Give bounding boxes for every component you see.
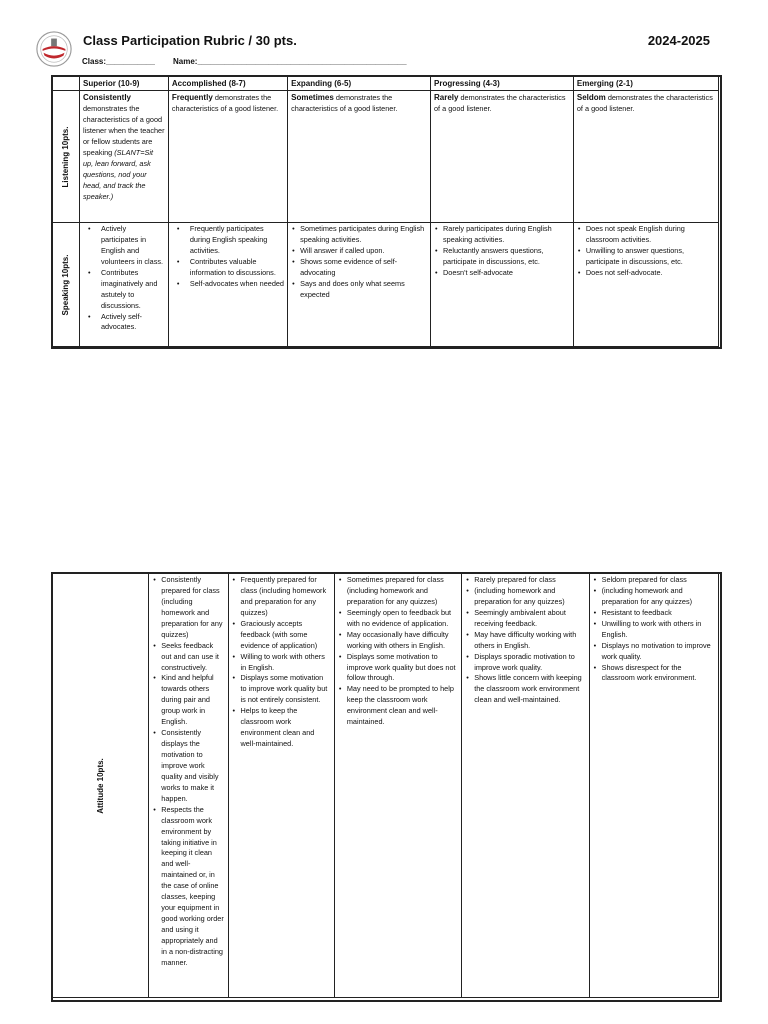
- speaking-row: [53, 223, 719, 347]
- listening-expanding-lead: Sometimes: [291, 93, 334, 102]
- list-item: • Unwilling to work with others in English.: [602, 619, 715, 641]
- list-item: • Doesn't self-advocate: [443, 268, 570, 279]
- list-item: • Shows disrespect for the classroom work environment.: [602, 663, 715, 685]
- speaking-emerging-cell: [573, 223, 718, 347]
- list-item: • Displays some motivation to improve work quality but does not follow through.: [347, 652, 458, 685]
- attitude-row-header: [53, 574, 149, 998]
- list-item: • May need to be prompted to help keep the classroom work environment clean and well-maintained.: [347, 684, 458, 728]
- listening-accomplished-lead: Frequently: [171, 93, 213, 102]
- col-header-emerging: Emerging (2-1): [573, 77, 718, 91]
- list-item: • Seeks feedback out and can use it constructively.: [161, 641, 224, 674]
- attitude-accomplished-list: [232, 575, 331, 750]
- list-item: • Shows some evidence of self-advocating: [300, 257, 427, 279]
- class-field-label: Class:___________: [82, 57, 155, 66]
- list-item: • Says and does only what seems expected: [300, 279, 427, 301]
- list-item: • Reluctantly answers questions, participate in discussions, etc.: [443, 246, 570, 268]
- list-item: • Does not self-advocate.: [586, 268, 715, 279]
- listening-row-header: [53, 91, 80, 223]
- rubric-header-row: [53, 77, 719, 91]
- attitude-expanding-cell: [334, 574, 461, 998]
- list-item: • Self-advocates when needed: [190, 279, 284, 290]
- list-item: • Actively self-advocates.: [101, 312, 165, 334]
- attitude-row: [53, 574, 719, 998]
- list-item: • May occasionally have difficulty working with others in English.: [347, 630, 458, 652]
- list-item: • Frequently prepared for class (including homework and preparation for any quizzes): [241, 575, 331, 619]
- speaking-expanding-list: [291, 224, 427, 301]
- list-item: • (including homework and preparation for any quizzes): [602, 586, 715, 608]
- speaking-superior-list: [83, 224, 165, 333]
- col-header-superior: Superior (10-9): [80, 77, 169, 91]
- speaking-progressing-list: [434, 224, 570, 279]
- list-item: • Respects the classroom work environment by taking initiative in keeping it clean and well-maintained or, in the case of online classes, keeping your equipment in good working order and using it appropriately and in a non-distracting manner.: [161, 805, 224, 969]
- list-item: • Sometimes participates during English speaking activities.: [300, 224, 427, 246]
- list-item: • Frequently participates during English speaking activities.: [190, 224, 284, 257]
- speaking-label: Speaking 10pts.: [61, 254, 70, 315]
- school-crest-icon: [35, 30, 73, 68]
- listening-row: [53, 91, 719, 223]
- list-item: • Actively participates in English and volunteers in class.: [101, 224, 165, 268]
- speaking-progressing-cell: [431, 223, 574, 347]
- list-item: • Will answer if called upon.: [300, 246, 427, 257]
- speaking-superior-cell: [80, 223, 169, 347]
- rubric-table-top: [52, 76, 719, 347]
- list-item: • Contributes imaginatively and astutely to discussions.: [101, 268, 165, 312]
- col-header-progressing: Progressing (4-3): [431, 77, 574, 91]
- attitude-emerging-list: [593, 575, 715, 684]
- listening-superior-text: demonstrates the characteristics of a good listener when the teacher or fellow students are speaking: [83, 104, 165, 157]
- listening-accomplished-text: demonstrates the characteristics of a good listener.: [171, 93, 279, 113]
- name-field-label: Name:_______________________________________________: [173, 57, 407, 66]
- list-item: • Seemingly open to feedback but with no evidence of application.: [347, 608, 458, 630]
- listening-progressing-lead: Rarely: [434, 93, 459, 102]
- listening-superior-lead: Consistently: [83, 93, 132, 102]
- list-item: • Contributes valuable information to discussions.: [190, 257, 284, 279]
- list-item: • Rarely participates during English speaking activities.: [443, 224, 570, 246]
- list-item: • Sometimes prepared for class (including homework and preparation for any quizzes): [347, 575, 458, 608]
- speaking-accomplished-list: [172, 224, 284, 290]
- list-item: • Shows little concern with keeping the classroom work environment clean and well-maintained.: [474, 673, 585, 706]
- listening-label: Listening 10pts.: [61, 126, 70, 187]
- list-item: • (including homework and preparation for any quizzes): [474, 586, 585, 608]
- listening-accomplished-cell: [168, 91, 287, 223]
- speaking-expanding-cell: [288, 223, 431, 347]
- list-item: • Rarely prepared for class: [474, 575, 585, 586]
- rubric-table-bottom: [52, 573, 719, 998]
- list-item: • Consistently displays the motivation to improve work quality and visibly works to make it happen.: [161, 728, 224, 805]
- list-item: • Willing to work with others in English.: [241, 652, 331, 674]
- list-item: • Graciously accepts feedback (with some evidence of application): [241, 619, 331, 652]
- list-item: • Consistently prepared for class (including homework and preparation for any quizzes): [161, 575, 224, 641]
- listening-emerging-text: demonstrates the characteristics of a good listener.: [576, 93, 713, 113]
- listening-expanding-text: demonstrates the characteristics of a good listener.: [291, 93, 398, 113]
- list-item: • Resistant to feedback: [602, 608, 715, 619]
- attitude-expanding-list: [338, 575, 458, 728]
- list-item: • Helps to keep the classroom work environment clean and well-maintained.: [241, 706, 331, 750]
- col-header-expanding: Expanding (6-5): [288, 77, 431, 91]
- listening-expanding-cell: [288, 91, 431, 223]
- list-item: • Seemingly ambivalent about receiving feedback.: [474, 608, 585, 630]
- list-item: • Displays no motivation to improve work quality.: [602, 641, 715, 663]
- corner-cell: [53, 77, 80, 91]
- speaking-accomplished-cell: [168, 223, 287, 347]
- list-item: • Displays sporadic motivation to improve work quality.: [474, 652, 585, 674]
- listening-progressing-cell: [431, 91, 574, 223]
- col-header-accomplished: Accomplished (8-7): [168, 77, 287, 91]
- attitude-accomplished-cell: [228, 574, 334, 998]
- speaking-row-header: [53, 223, 80, 347]
- speaking-emerging-list: [577, 224, 715, 279]
- list-item: • Unwilling to answer questions, participate in discussions, etc.: [586, 246, 715, 268]
- list-item: • Displays some motivation to improve work quality but is not entirely consistent.: [241, 673, 331, 706]
- listening-superior-cell: [80, 91, 169, 223]
- listening-emerging-lead: Seldom: [576, 93, 606, 102]
- attitude-superior-cell: [149, 574, 228, 998]
- attitude-superior-list: [152, 575, 224, 969]
- listening-progressing-text: demonstrates the characteristics of a good listener.: [434, 93, 566, 113]
- attitude-progressing-cell: [462, 574, 589, 998]
- attitude-progressing-list: [465, 575, 585, 706]
- list-item: • May have difficulty working with others in English.: [474, 630, 585, 652]
- listening-emerging-cell: [573, 91, 718, 223]
- list-item: • Seldom prepared for class: [602, 575, 715, 586]
- listening-superior-note: (SLANT=Sit up, lean forward, ask questions, nod your head, and track the speaker.): [83, 147, 153, 201]
- attitude-label: Attitude 10pts.: [95, 757, 105, 814]
- list-item: • Kind and helpful towards others during pair and group work in English.: [161, 673, 224, 728]
- page-title: Class Participation Rubric / 30 pts.: [83, 33, 297, 48]
- school-year: 2024-2025: [647, 33, 710, 48]
- attitude-emerging-cell: [589, 574, 718, 998]
- list-item: • Does not speak English during classroom activities.: [586, 224, 715, 246]
